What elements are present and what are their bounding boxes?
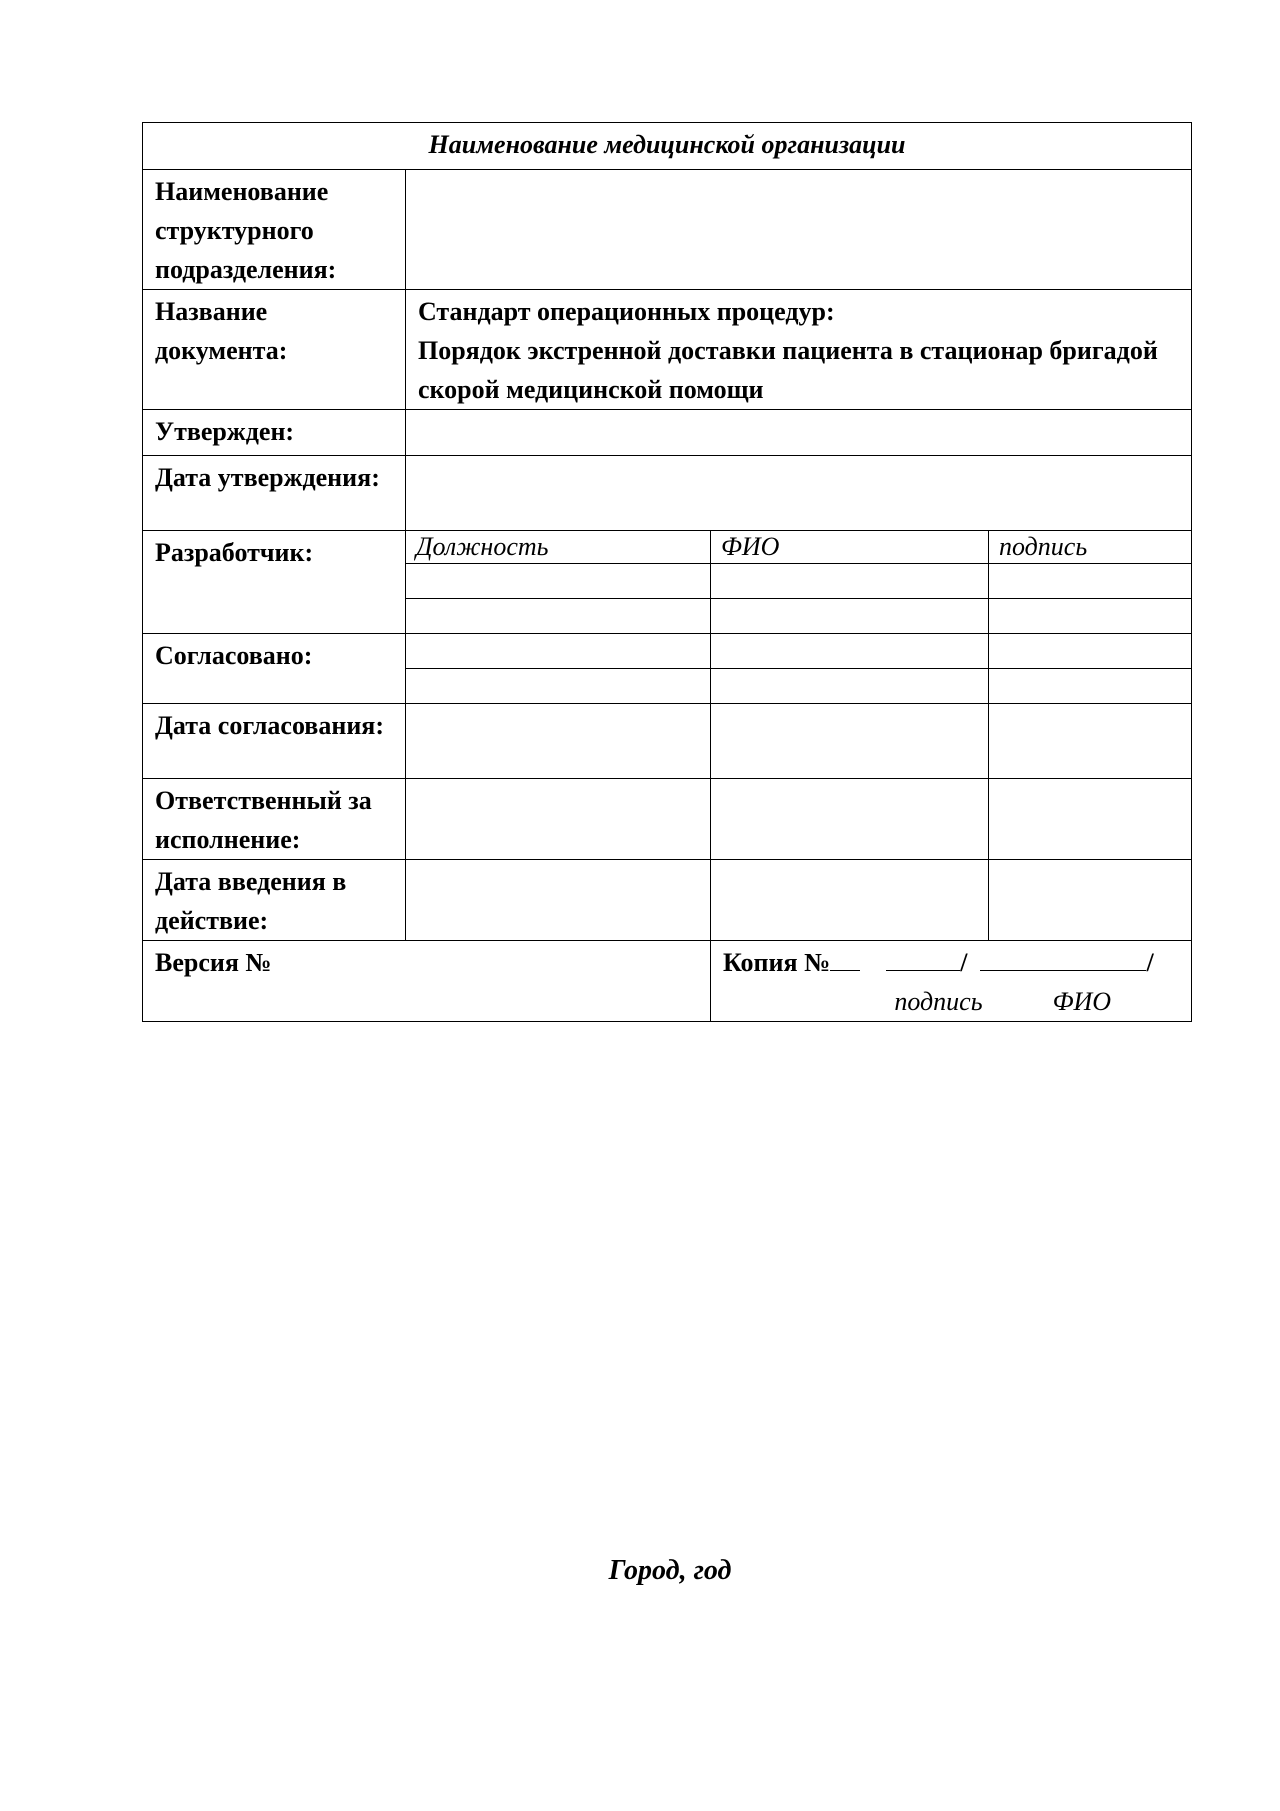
effective-date-cell[interactable] (989, 860, 1192, 941)
developer-position-cell[interactable] (406, 599, 711, 634)
agreed-position-cell[interactable] (406, 634, 711, 669)
responsible-cell[interactable] (989, 779, 1192, 860)
agreed-name-cell[interactable] (711, 634, 989, 669)
responsible-label: Ответственный за исполнение: (143, 779, 406, 860)
agreement-date-cell[interactable] (711, 704, 989, 779)
agreed-label: Согласовано: (143, 634, 406, 704)
version-label: Версия № (143, 941, 711, 1022)
document-title-line1: Стандарт операционных процедур: (418, 297, 835, 326)
copy-signature-caption: подпись (894, 987, 983, 1016)
copy-number-blank[interactable] (830, 944, 860, 971)
agreed-name-cell[interactable] (711, 669, 989, 704)
city-year-footer: Город, год (608, 1555, 732, 1586)
document-name-label: Название документа: (143, 290, 406, 410)
agreed-signature-cell[interactable] (989, 669, 1192, 704)
developer-name-cell[interactable] (711, 564, 989, 599)
approval-date-label: Дата утверждения: (143, 456, 406, 531)
agreement-date-cell[interactable] (989, 704, 1192, 779)
agreed-position-cell[interactable] (406, 669, 711, 704)
developer-name-header: ФИО (711, 531, 989, 564)
department-value-cell[interactable] (406, 170, 1192, 290)
developer-signature-cell[interactable] (989, 564, 1192, 599)
document-title-cell (406, 290, 1192, 410)
responsible-cell[interactable] (406, 779, 711, 860)
developer-signature-header: подпись (989, 531, 1192, 564)
developer-position-header: Должность (406, 531, 711, 564)
document-title-line2: Порядок экстренной доставки пациента в стационар бригадой скорой медицинской помощи (418, 336, 1158, 404)
effective-date-cell[interactable] (711, 860, 989, 941)
agreement-date-cell[interactable] (406, 704, 711, 779)
approval-sheet (142, 122, 1191, 1022)
department-label: Наименование структурного подразделения: (143, 170, 406, 290)
organization-name-heading: Наименование медицинской организации (143, 123, 1192, 170)
document-approval-table (142, 122, 1192, 1022)
responsible-cell[interactable] (711, 779, 989, 860)
copy-label: Копия № (723, 948, 831, 977)
developer-position-cell[interactable] (406, 564, 711, 599)
copy-number-line: Копия № / / (723, 943, 1181, 982)
developer-label: Разработчик: (143, 531, 406, 634)
copy-name-caption: ФИО (1052, 987, 1112, 1016)
approval-date-value-cell[interactable] (406, 456, 1192, 531)
copy-cell (711, 941, 1192, 1022)
copy-name-blank[interactable] (980, 944, 1146, 971)
effective-date-cell[interactable] (406, 860, 711, 941)
agreed-signature-cell[interactable] (989, 634, 1192, 669)
copy-signature-blank[interactable] (886, 944, 960, 971)
developer-name-cell[interactable] (711, 599, 989, 634)
agreement-date-label: Дата согласования: (143, 704, 406, 779)
effective-date-label: Дата введения в действие: (143, 860, 406, 941)
approved-label: Утвержден: (143, 410, 406, 456)
developer-signature-cell[interactable] (989, 599, 1192, 634)
approved-value-cell[interactable] (406, 410, 1192, 456)
copy-captions (723, 982, 1181, 1021)
